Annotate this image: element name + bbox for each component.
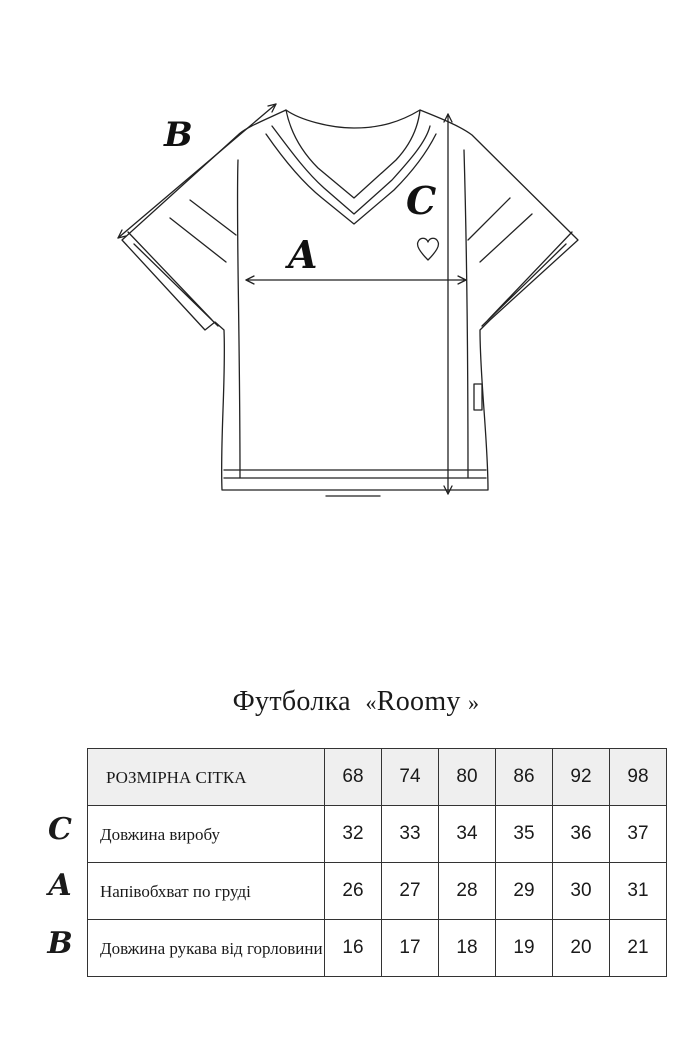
right-side-seam [464, 150, 468, 478]
size-header: 98 [610, 749, 667, 806]
measurement-value: 28 [439, 863, 496, 920]
table-row [88, 920, 667, 977]
size-chart-header-label: РОЗМІРНА СІТКА [88, 749, 325, 806]
size-header: 92 [553, 749, 610, 806]
size-header: 74 [382, 749, 439, 806]
measurement-value: 34 [439, 806, 496, 863]
right-sleeve-cuff [482, 232, 572, 326]
measurement-value: 33 [382, 806, 439, 863]
size-header: 80 [439, 749, 496, 806]
side-tag [474, 384, 482, 410]
table-row [88, 863, 667, 920]
left-sleeve-line [170, 200, 236, 262]
measurement-value: 17 [382, 920, 439, 977]
measurement-value: 21 [610, 920, 667, 977]
measurement-value: 35 [496, 806, 553, 863]
left-side-seam [237, 160, 240, 478]
product-name: Футболка [232, 686, 351, 717]
quote-close: » [468, 690, 480, 715]
row-marker-b: B [47, 926, 73, 961]
measurement-value: 19 [496, 920, 553, 977]
measurement-value: 31 [610, 863, 667, 920]
tshirt-outline [122, 110, 578, 490]
measurement-value: 18 [439, 920, 496, 977]
measurement-value: 26 [325, 863, 382, 920]
right-sleeve-line [468, 198, 532, 262]
measurement-value: 27 [382, 863, 439, 920]
heart-icon [417, 238, 438, 260]
measurement-value: 20 [553, 920, 610, 977]
measurement-label: Напівобхват по груді [88, 863, 325, 920]
measurement-value: 32 [325, 806, 382, 863]
row-marker-a: A [48, 868, 72, 903]
measurement-label: Довжина рукава від горловини [88, 920, 325, 977]
measurement-value: 29 [496, 863, 553, 920]
label-c: C [406, 178, 437, 223]
measurement-value: 36 [553, 806, 610, 863]
measurement-value: 37 [610, 806, 667, 863]
quote-open: « [365, 690, 377, 715]
measurement-label: Довжина виробу [88, 806, 325, 863]
arrow-b [118, 104, 276, 238]
product-title [0, 686, 700, 718]
measurement-value: 16 [325, 920, 382, 977]
size-chart-table [87, 748, 667, 977]
size-header: 68 [325, 749, 382, 806]
label-a: A [288, 232, 318, 277]
left-sleeve-cuff [128, 232, 218, 326]
product-model: Roomy [376, 686, 461, 717]
table-row [88, 806, 667, 863]
measurement-value: 30 [553, 863, 610, 920]
size-header: 86 [496, 749, 553, 806]
row-marker-c: C [48, 812, 72, 847]
size-chart-header-row [88, 749, 667, 806]
label-b: B [164, 115, 193, 155]
